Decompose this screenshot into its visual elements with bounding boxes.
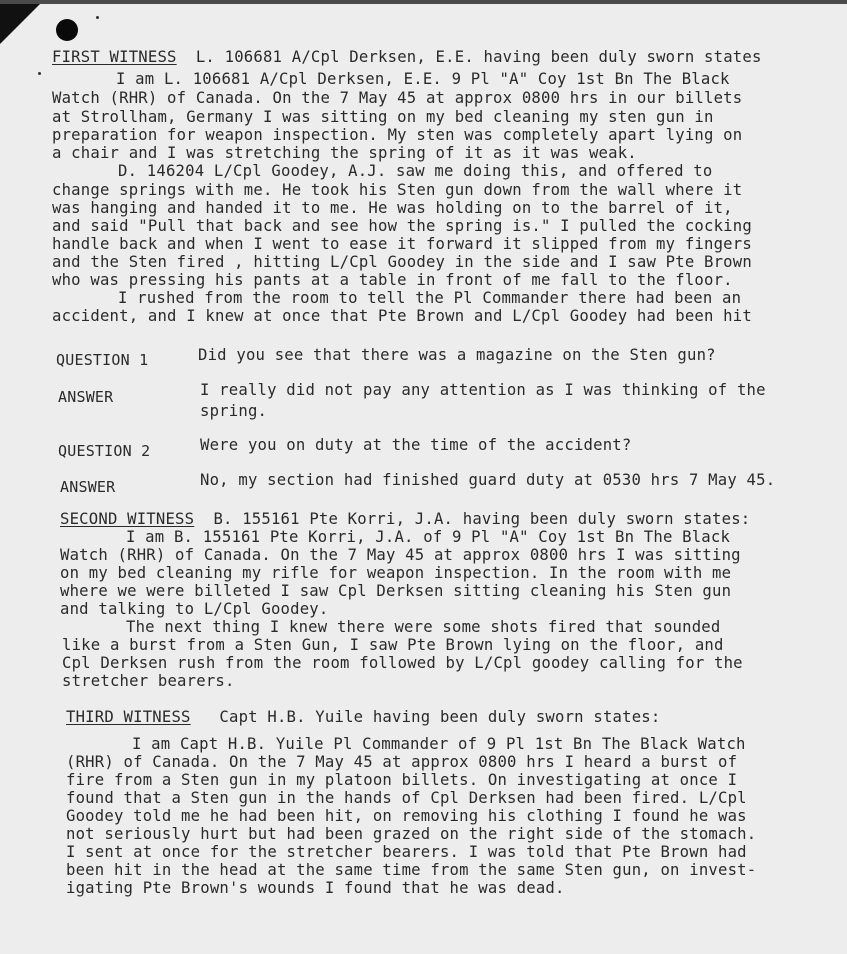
third-witness-line: (RHR) of Canada. On the 7 May 45 at approx 0800 hrs I heard a burst of	[66, 753, 738, 771]
third-witness-line: fire from a Sten gun in my platoon billets. On investigating at once I	[66, 771, 738, 789]
first-witness-line: a chair and I was stretching the spring of it as it was weak.	[52, 144, 637, 162]
first-witness-line: change springs with me. He took his Sten gun down from the wall where it	[52, 181, 743, 199]
question-1-text: Did you see that there was a magazine on the Sten gun?	[198, 346, 716, 364]
first-witness-line: Watch (RHR) of Canada. On the 7 May 45 at approx 0800 hrs in our billets	[52, 89, 743, 107]
first-witness-line: preparation for weapon inspection. My sten was completely apart lying on	[52, 126, 743, 144]
third-witness-header	[66, 708, 660, 727]
second-witness-line: I am B. 155161 Pte Korri, J.A. of 9 Pl "A" Coy 1st Bn The Black	[126, 528, 731, 546]
first-witness-line: D. 146204 L/Cpl Goodey, A.J. saw me doing this, and offered to	[118, 162, 713, 180]
second-witness-header	[60, 510, 750, 529]
second-witness-line: on my bed cleaning my rifle for weapon inspection. In the room with me	[60, 564, 732, 582]
third-witness-line: been hit in the head at the same time from the same Sten gun, on invest-	[66, 861, 757, 879]
second-witness-line: where we were billeted I saw Cpl Derksen sitting cleaning his Sten gun	[60, 582, 732, 600]
second-witness-intro: B. 155161 Pte Korri, J.A. having been duly sworn states:	[213, 510, 751, 528]
first-witness-line: I am L. 106681 A/Cpl Derksen, E.E. 9 Pl "A" Coy 1st Bn The Black	[116, 70, 730, 88]
second-witness-line: and talking to L/Cpl Goodey.	[60, 600, 329, 618]
question-2-label: QUESTION 2	[58, 442, 151, 460]
answer-1-text: spring.	[200, 402, 268, 420]
second-witness-line: stretcher bearers.	[62, 672, 235, 690]
first-witness-line: was hanging and handed it to me. He was holding on to the barrel of it,	[52, 199, 733, 217]
second-witness-line: like a burst from a Sten Gun, I saw Pte Brown lying on the floor, and	[62, 636, 724, 654]
third-witness-intro: Capt H.B. Yuile having been duly sworn states:	[219, 708, 661, 726]
second-witness-line: The next thing I knew there were some shots fired that sounded	[126, 618, 721, 636]
answer-2-text: No, my section had finished guard duty at 0530 hrs 7 May 45.	[200, 471, 776, 489]
third-witness-line: found that a Sten gun in the hands of Cpl Derksen had been fired. L/Cpl	[66, 789, 747, 807]
third-witness-line: not seriously hurt but had been grazed on the right side of the stomach.	[66, 825, 757, 843]
answer-2-label: ANSWER	[60, 478, 116, 496]
document-page	[0, 4, 847, 954]
first-witness-line: and the Sten fired , hitting L/Cpl Goodey in the side and I saw Pte Brown	[52, 253, 752, 271]
first-witness-line: I rushed from the room to tell the Pl Commander there had been an	[118, 289, 742, 307]
third-witness-line: Goodey told me he had been hit, on removing his clothing I found he was	[66, 807, 747, 825]
first-witness-line: who was pressing his pants at a table in front of me fall to the floor.	[52, 271, 733, 289]
third-witness-line: I am Capt H.B. Yuile Pl Commander of 9 Pl 1st Bn The Black Watch	[132, 735, 746, 753]
second-witness-line: Cpl Derksen rush from the room followed by L/Cpl goodey calling for the	[62, 654, 743, 672]
first-witness-line: and said "Pull that back and see how the spring is." I pulled the cocking	[52, 217, 752, 235]
first-witness-header	[52, 48, 762, 67]
first-witness-line: handle back and when I went to ease it forward it slipped from my fingers	[52, 235, 752, 253]
third-witness-line: igating Pte Brown's wounds I found that he was dead.	[66, 879, 565, 897]
first-witness-line: accident, and I knew at once that Pte Brown and L/Cpl Goodey had been hit	[52, 307, 752, 325]
question-1-label: QUESTION 1	[56, 351, 149, 369]
statement-text	[0, 4, 847, 954]
third-witness-heading: THIRD WITNESS	[66, 708, 191, 726]
answer-1-label: ANSWER	[58, 388, 114, 406]
second-witness-line: Watch (RHR) of Canada. On the 7 May 45 at approx 0800 hrs I was sitting	[60, 546, 741, 564]
question-2-text: Were you on duty at the time of the accident?	[200, 436, 632, 454]
first-witness-line: at Strollham, Germany I was sitting on my bed cleaning my sten gun in	[52, 108, 714, 126]
second-witness-heading: SECOND WITNESS	[60, 510, 195, 528]
third-witness-line: I sent at once for the stretcher bearers. I was told that Pte Brown had	[66, 843, 747, 861]
first-witness-heading: FIRST WITNESS	[52, 48, 177, 66]
first-witness-intro: L. 106681 A/Cpl Derksen, E.E. having been duly sworn states	[195, 48, 762, 66]
answer-1-text: I really did not pay any attention as I was thinking of the	[200, 381, 766, 399]
